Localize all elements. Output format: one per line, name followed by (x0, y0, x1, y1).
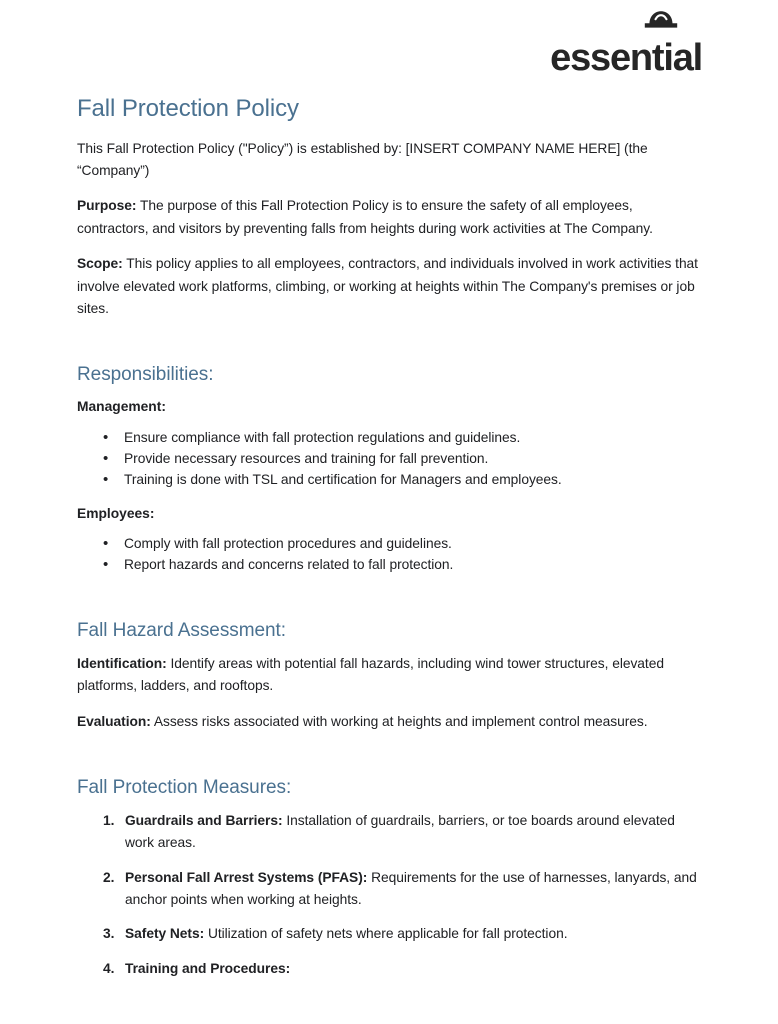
list-number: 4. (103, 960, 115, 976)
section-heading-hazard-assessment: Fall Hazard Assessment: (77, 620, 286, 642)
bullet-icon: • (103, 556, 109, 574)
subheading-employees: Employees: (77, 505, 155, 521)
brand-logo (550, 27, 702, 77)
list-item-text: Installation of guardrails, barriers, or toe boards around elevated work areas. (125, 812, 675, 851)
list-item (77, 534, 701, 554)
bullet-icon: • (103, 449, 109, 467)
list-item (77, 470, 701, 490)
list-item-label: Report hazards and concerns related to fall protection. (124, 557, 454, 573)
table-row (77, 867, 701, 912)
list-item-label: Safety Nets: (125, 926, 205, 942)
purpose-text: The purpose of this Fall Protection Policy is to ensure the safety of all employees, contractors, and visitors by preventing falls from heights during work activities at The Company. (77, 198, 653, 236)
table-row (77, 923, 701, 945)
list-item-text: Utilization of safety nets where applicable for fall protection. (204, 926, 568, 942)
list-item-label: Guardrails and Barriers: (125, 812, 283, 828)
list-item-text: Requirements for the use of harnesses, lanyards, and anchor points when working at heights. (125, 869, 697, 907)
scope-text: This policy applies to all employees, contractors, and individuals involved in work activities that involve elevated work platforms, climbing, or working at heights within The Company's premises or job sites. (77, 256, 698, 316)
bullet-icon: • (103, 470, 109, 488)
identification-paragraph (77, 653, 701, 698)
protection-measures-list (77, 810, 701, 980)
subheading-management: Management: (77, 398, 166, 414)
list-number: 3. (103, 926, 115, 942)
document-header (0, 0, 778, 95)
identification-label: Identification: (77, 656, 167, 672)
spacer (77, 589, 701, 619)
management-bullet-list (77, 428, 701, 490)
table-row (77, 810, 701, 855)
list-number: 1. (103, 812, 115, 828)
list-item (77, 449, 701, 469)
list-item (77, 555, 701, 575)
section-heading-responsibilities: Responsibilities: (77, 364, 214, 386)
list-item-label: Personal Fall Arrest Systems (PFAS): (125, 869, 368, 885)
bullet-icon: • (103, 535, 109, 553)
table-row (77, 958, 701, 980)
page-title: Fall Protection Policy (77, 95, 299, 122)
list-item-label: Training and Procedures: (125, 960, 291, 976)
list-item-label: Ensure compliance with fall protection regulations and guidelines. (124, 429, 521, 445)
document-content (0, 95, 778, 980)
list-item-label: Training is done with TSL and certification for Managers and employees. (124, 471, 562, 487)
list-number: 2. (103, 869, 115, 885)
list-item (77, 428, 701, 448)
identification-text: Identify areas with potential fall hazards, including wind tower structures, elevated platforms, ladders, and rooftops. (77, 656, 664, 694)
intro-paragraph: This Fall Protection Policy ("Policy”) is established by: [INSERT COMPANY NAME HERE] (the “Company”) (77, 140, 648, 179)
scope-label: Scope: (77, 256, 123, 272)
section-heading-protection-measures: Fall Protection Measures: (77, 777, 292, 799)
evaluation-label: Evaluation: (77, 713, 151, 729)
purpose-label: Purpose: (77, 198, 137, 214)
evaluation-paragraph (77, 711, 701, 733)
spacer (77, 333, 701, 363)
scope-paragraph (77, 253, 701, 320)
hard-hat-icon (644, 7, 678, 29)
purpose-paragraph (77, 195, 701, 240)
evaluation-text: Assess risks associated with working at heights and implement control measures. (150, 713, 648, 729)
bullet-icon: • (103, 428, 109, 446)
brand-wordmark: essential (550, 37, 702, 79)
list-item-label: Comply with fall protection procedures and guidelines. (124, 536, 452, 552)
spacer (77, 746, 701, 776)
employees-bullet-list (77, 534, 701, 575)
list-item-label: Provide necessary resources and training for fall prevention. (124, 450, 489, 466)
